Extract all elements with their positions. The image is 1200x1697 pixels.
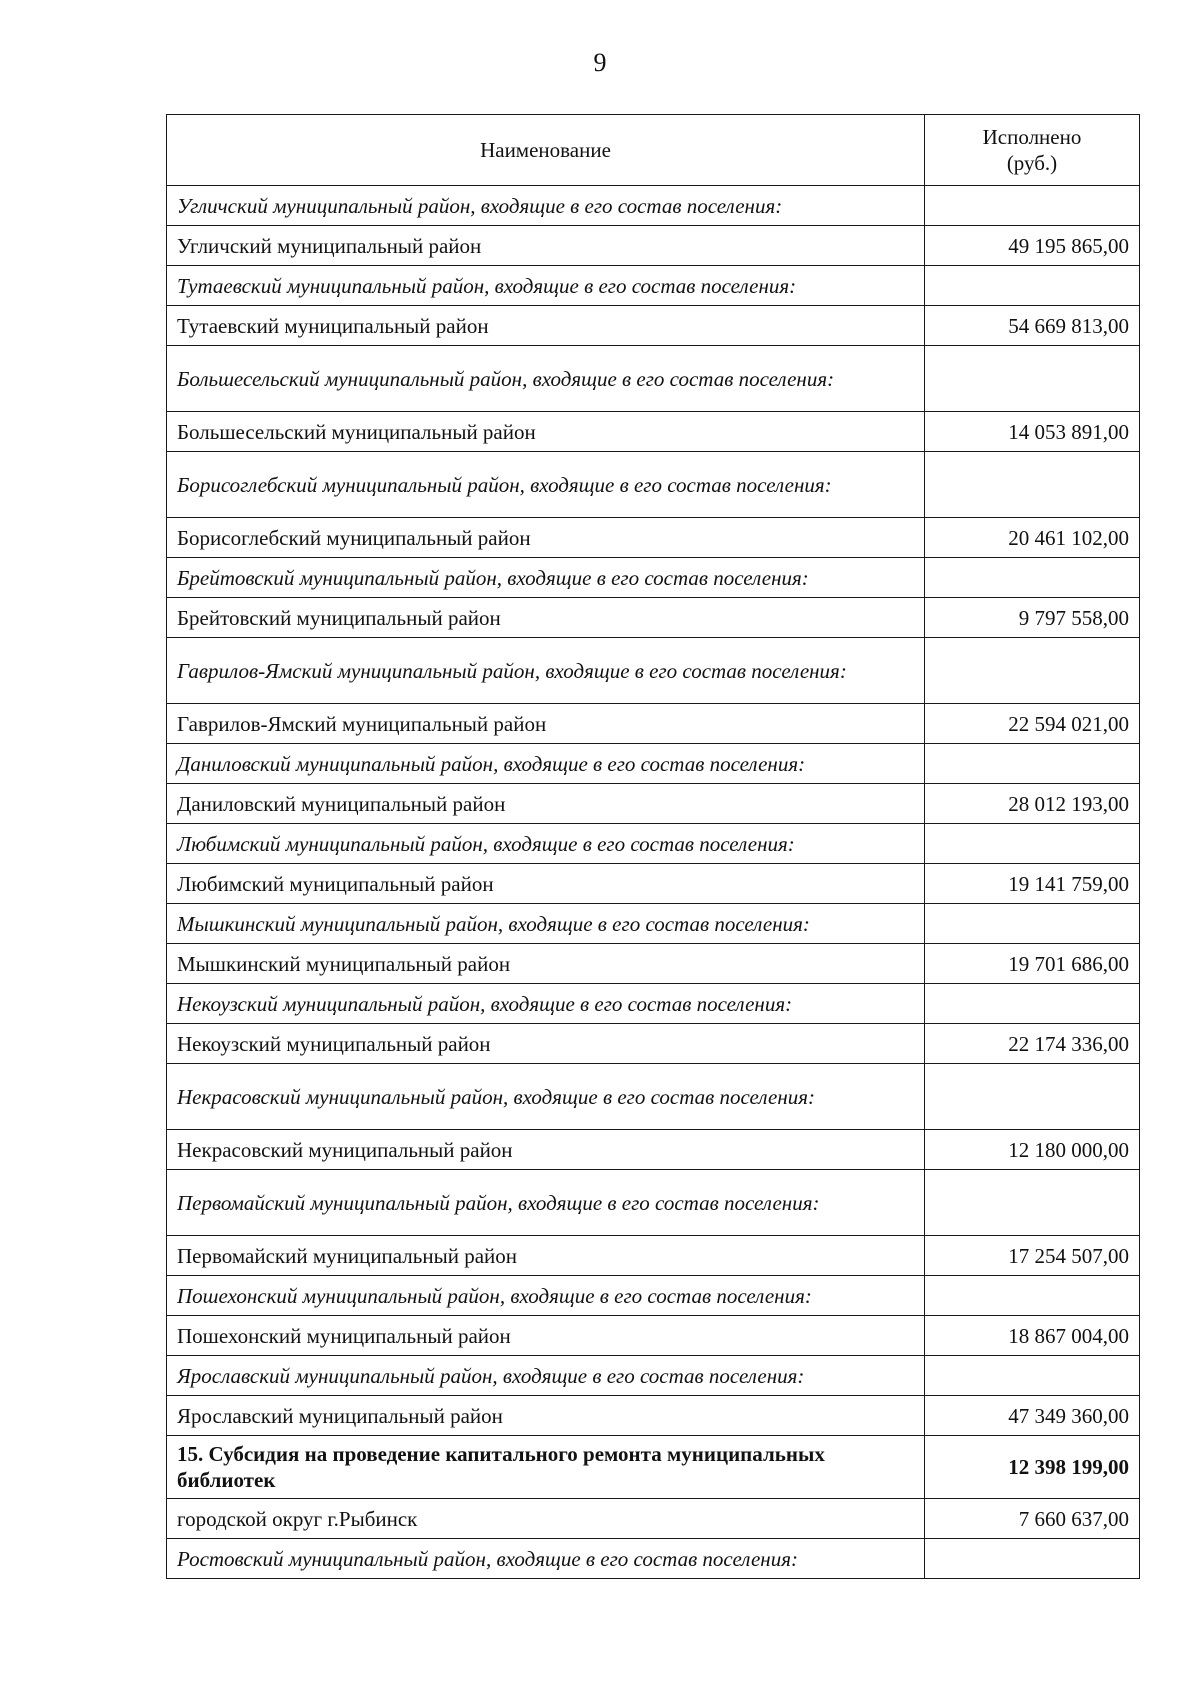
row-value <box>925 266 1140 306</box>
group-header-row <box>167 1356 1140 1396</box>
row-name: городской округ г.Рыбинск <box>167 1499 925 1539</box>
row-name: Любимский муниципальный район, входящие в его состав поселения: <box>167 824 925 864</box>
row-name: Брейтовский муниципальный район, входящие в его состав поселения: <box>167 558 925 598</box>
table-row <box>167 864 1140 904</box>
table-row <box>167 1024 1140 1064</box>
group-header-row <box>167 266 1140 306</box>
table-row <box>167 1499 1140 1539</box>
table-row <box>167 1316 1140 1356</box>
row-name: 15. Субсидия на проведение капитального ремонта муниципальных библиотек <box>167 1436 925 1499</box>
row-value <box>925 1170 1140 1236</box>
row-name: Любимский муниципальный район <box>167 864 925 904</box>
row-name: Мышкинский муниципальный район <box>167 944 925 984</box>
row-value: 7 660 637,00 <box>925 1499 1140 1539</box>
table-row <box>167 1396 1140 1436</box>
row-value: 49 195 865,00 <box>925 226 1140 266</box>
row-name: Первомайский муниципальный район <box>167 1236 925 1276</box>
row-value: 12 398 199,00 <box>925 1436 1140 1499</box>
table-row <box>167 704 1140 744</box>
group-header-row <box>167 984 1140 1024</box>
row-name: Некрасовский муниципальный район <box>167 1130 925 1170</box>
row-value: 20 461 102,00 <box>925 518 1140 558</box>
row-value <box>925 904 1140 944</box>
group-header-row <box>167 744 1140 784</box>
table-body <box>167 186 1140 1579</box>
group-header-row <box>167 904 1140 944</box>
row-name: Большесельский муниципальный район, входящие в его состав поселения: <box>167 346 925 412</box>
row-name: Борисоглебский муниципальный район <box>167 518 925 558</box>
table-row <box>167 1130 1140 1170</box>
group-header-row <box>167 452 1140 518</box>
row-name: Большесельский муниципальный район <box>167 412 925 452</box>
table-row <box>167 306 1140 346</box>
header-executed-label: Исполнено (руб.) <box>982 125 1082 175</box>
row-value: 22 594 021,00 <box>925 704 1140 744</box>
row-name: Некоузский муниципальный район, входящие в его состав поселения: <box>167 984 925 1024</box>
row-name: Ярославский муниципальный район <box>167 1396 925 1436</box>
row-name: Ярославский муниципальный район, входящие в его состав поселения: <box>167 1356 925 1396</box>
row-name: Угличский муниципальный район, входящие в его состав поселения: <box>167 186 925 226</box>
row-value: 17 254 507,00 <box>925 1236 1140 1276</box>
row-value: 14 053 891,00 <box>925 412 1140 452</box>
row-value: 54 669 813,00 <box>925 306 1140 346</box>
page-number: 9 <box>593 48 607 77</box>
group-header-row <box>167 1276 1140 1316</box>
row-value <box>925 1276 1140 1316</box>
table-row <box>167 1236 1140 1276</box>
group-header-row <box>167 824 1140 864</box>
row-name: Мышкинский муниципальный район, входящие в его состав поселения: <box>167 904 925 944</box>
row-value: 9 797 558,00 <box>925 598 1140 638</box>
row-value: 28 012 193,00 <box>925 784 1140 824</box>
row-name: Пошехонский муниципальный район, входящие в его состав поселения: <box>167 1276 925 1316</box>
row-value: 12 180 000,00 <box>925 1130 1140 1170</box>
row-name: Гаврилов-Ямский муниципальный район, входящие в его состав поселения: <box>167 638 925 704</box>
row-value <box>925 744 1140 784</box>
row-value <box>925 638 1140 704</box>
group-header-row <box>167 186 1140 226</box>
row-name: Угличский муниципальный район <box>167 226 925 266</box>
row-value <box>925 186 1140 226</box>
row-name: Тутаевский муниципальный район <box>167 306 925 346</box>
row-value: 22 174 336,00 <box>925 1024 1140 1064</box>
table-row <box>167 226 1140 266</box>
row-value: 18 867 004,00 <box>925 1316 1140 1356</box>
row-name: Некрасовский муниципальный район, входящие в его состав поселения: <box>167 1064 925 1130</box>
table-row <box>167 518 1140 558</box>
row-name: Ростовский муниципальный район, входящие в его состав поселения: <box>167 1539 925 1579</box>
header-name: Наименование <box>167 115 925 186</box>
row-value <box>925 452 1140 518</box>
group-header-row <box>167 346 1140 412</box>
row-value <box>925 1539 1140 1579</box>
row-value: 19 701 686,00 <box>925 944 1140 984</box>
table-row <box>167 784 1140 824</box>
group-header-row <box>167 1064 1140 1130</box>
table-row <box>167 412 1140 452</box>
row-value: 47 349 360,00 <box>925 1396 1140 1436</box>
row-name: Брейтовский муниципальный район <box>167 598 925 638</box>
table-row <box>167 598 1140 638</box>
group-header-row <box>167 1170 1140 1236</box>
row-value <box>925 1356 1140 1396</box>
row-value: 19 141 759,00 <box>925 864 1140 904</box>
section-row <box>167 1436 1140 1499</box>
header-executed <box>925 115 1140 186</box>
row-name: Борисоглебский муниципальный район, входящие в его состав поселения: <box>167 452 925 518</box>
group-header-row <box>167 1539 1140 1579</box>
row-value <box>925 346 1140 412</box>
row-value <box>925 824 1140 864</box>
row-value <box>925 984 1140 1024</box>
table-row <box>167 944 1140 984</box>
group-header-row <box>167 638 1140 704</box>
row-name: Тутаевский муниципальный район, входящие в его состав поселения: <box>167 266 925 306</box>
row-value <box>925 1064 1140 1130</box>
row-name: Некоузский муниципальный район <box>167 1024 925 1064</box>
group-header-row <box>167 558 1140 598</box>
row-name: Первомайский муниципальный район, входящие в его состав поселения: <box>167 1170 925 1236</box>
row-value <box>925 558 1140 598</box>
row-name: Даниловский муниципальный район <box>167 784 925 824</box>
budget-execution-table <box>166 114 1140 1579</box>
table-header-row <box>167 115 1140 186</box>
row-name: Гаврилов-Ямский муниципальный район <box>167 704 925 744</box>
row-name: Даниловский муниципальный район, входящие в его состав поселения: <box>167 744 925 784</box>
row-name: Пошехонский муниципальный район <box>167 1316 925 1356</box>
